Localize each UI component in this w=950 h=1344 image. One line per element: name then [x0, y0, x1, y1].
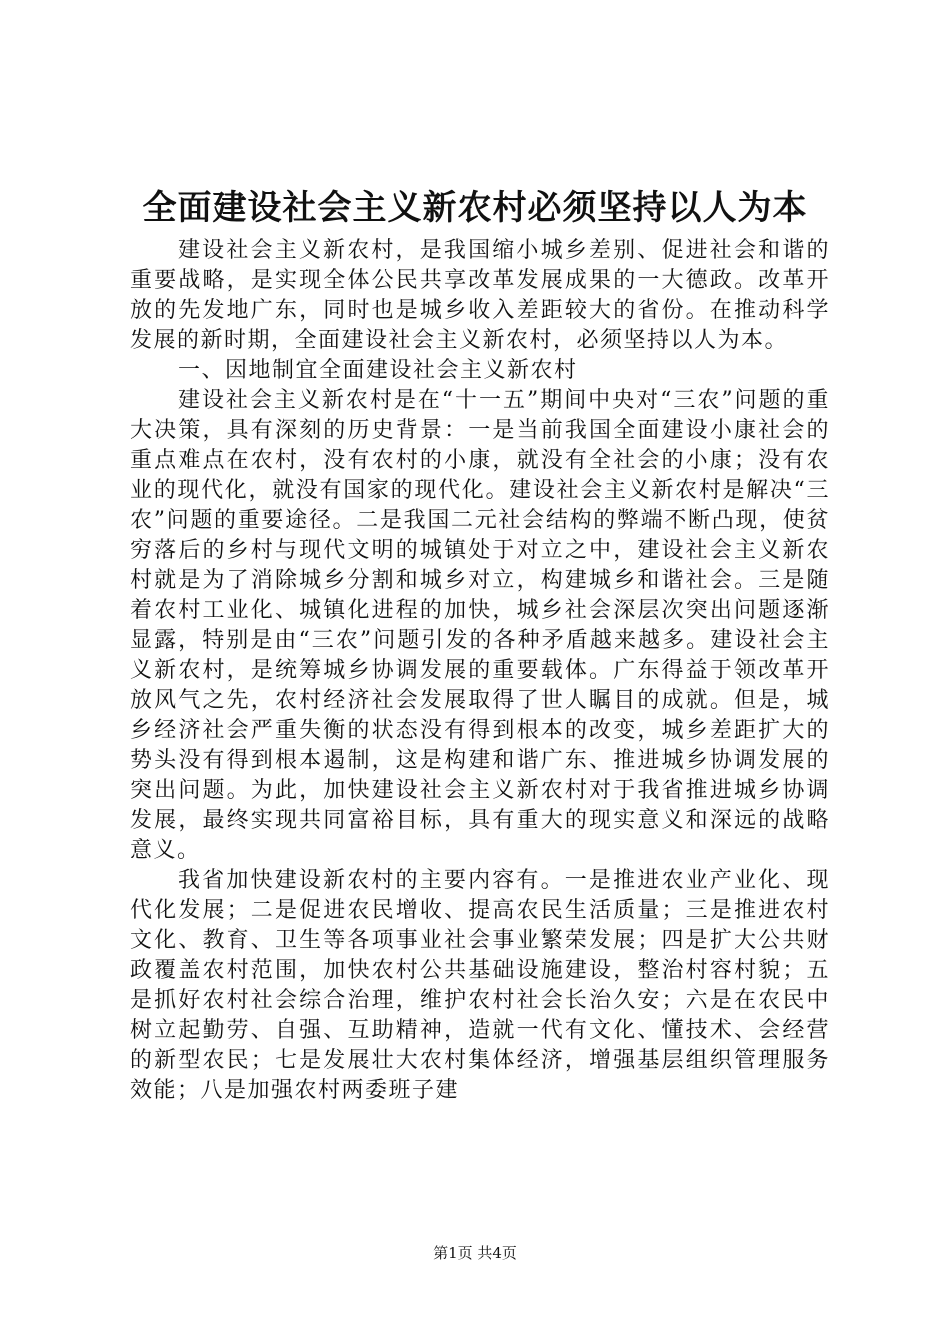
paragraph-main-content: 我省加快建设新农村的主要内容有。一是推进农业产业化、现代化发展；二是促进农民增收、提高农民生活质量；三是推进农村文化、教育、卫生等各项事业社会事业繁荣发展；四是扩大公共财政覆盖农村范围，加快农村公共基础设施建设，整治村容村貌；五是抓好农村社会综合治理，维护农村社会长治久安；六是在农民中树立起勤劳、自强、互助精神，造就一代有文化、懂技术、会经营的新型农民；七是发展壮大农村集体经济，增强基层组织管理服务效能；八是加强农村两委班子建 [130, 868, 830, 1103]
page-footer: 第1页 共4页 [433, 1244, 517, 1262]
paragraph-background: 建设社会主义新农村是在“十一五”期间中央对“三农”问题的重大决策，具有深刻的历史背景：一是当前我国全面建设小康社会的重点难点在农村，没有农村的小康，就没有全社会的小康；没有农业的现代化，就没有国家的现代化。建设社会主义新农村是解决“三农”问题的重要途径。二是我国二元社会结构的弊端不断凸现，使贫穷落后的乡村与现代文明的城镇处于对立之中，建设社会主义新农村就是为了消除城乡分割和城乡对立，构建城乡和谐社会。三是随着农村工业化、城镇化进程的加快，城乡社会深层次突出问题逐渐显露，特别是由“三农”问题引发的各种矛盾越来越多。建设社会主义新农村，是统筹城乡协调发展的重要载体。广东得益于领改革开放风气之先，农村经济社会发展取得了世人瞩目的成就。但是，城乡经济社会严重失衡的状态没有得到根本的改变，城乡差距扩大的势头没有得到根本遏制，这是构建和谐广东、推进城乡协调发展的突出问题。为此，加快建设社会主义新农村对于我省推进城乡协调发展，最终实现共同富裕目标，具有重大的现实意义和深远的战略意义。 [130, 388, 830, 863]
document-title: 全面建设社会主义新农村必须坚持以人为本 [142, 188, 808, 228]
document-body [130, 236, 830, 1106]
section-heading-1: 一、因地制宜全面建设社会主义新农村 [178, 358, 578, 383]
paragraph-intro: 建设社会主义新农村，是我国缩小城乡差别、促进社会和谐的重要战略，是实现全体公民共享改革发展成果的一大德政。改革开放的先发地广东，同时也是城乡收入差距较大的省份。在推动科学发展的新时期，全面建设社会主义新农村，必须坚持以人为本。 [130, 238, 830, 353]
